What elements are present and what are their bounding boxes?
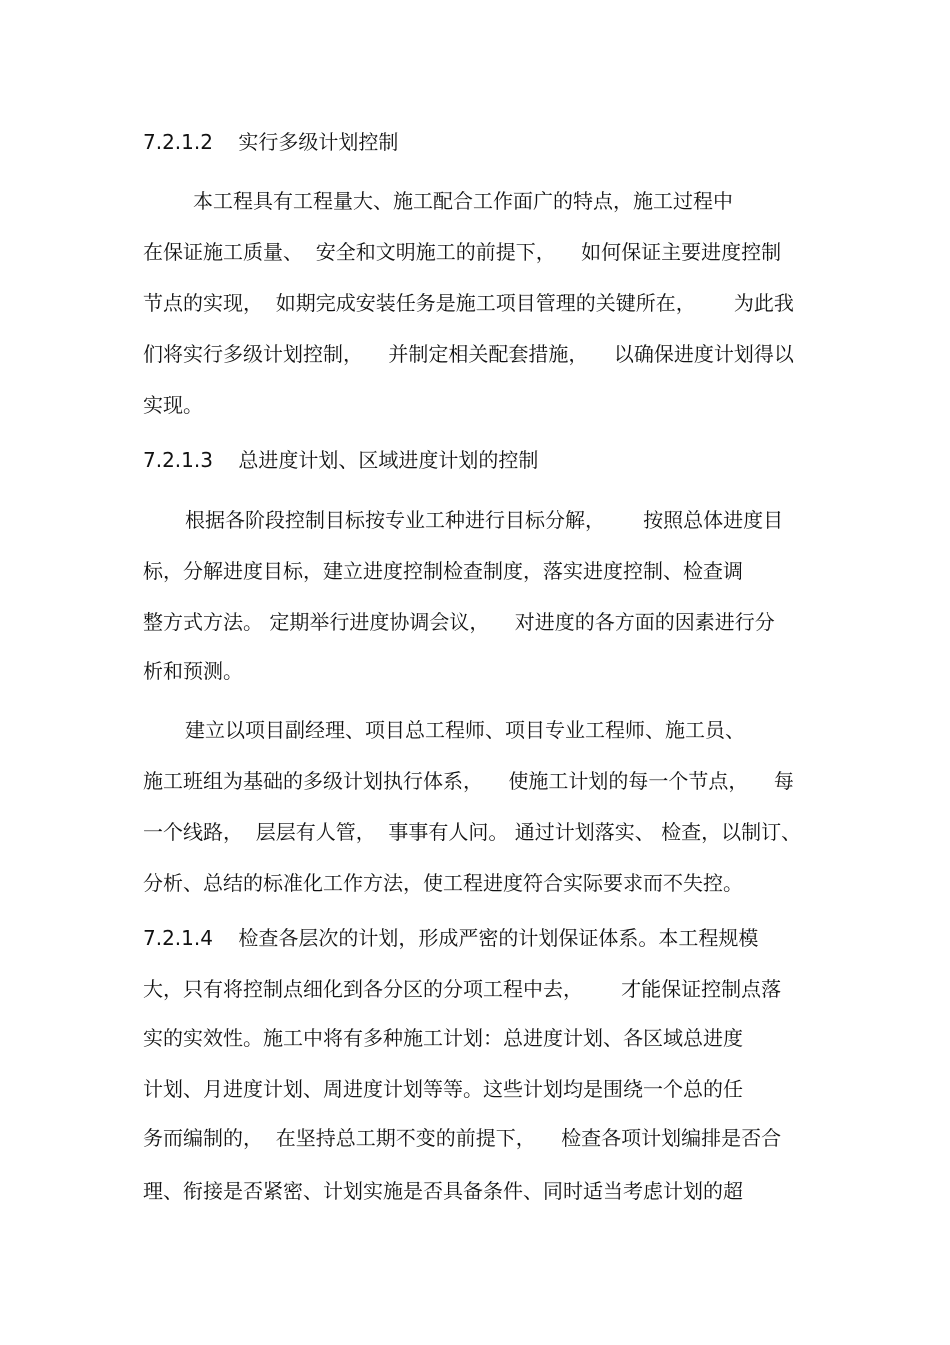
paragraph-line: 标，分解进度目标，建立进度控制检查制度，落实进度控制、检查调 — [143, 559, 743, 583]
paragraph-line: 实现。 — [143, 393, 203, 417]
section-heading-7-2-1-3: 7.2.1.3 总进度计划、区域进度计划的控制 — [143, 448, 539, 472]
paragraph-line: 一个线路， 层层有人管， 事事有人问。 通过计划落实、 检查，以制订、 — [143, 820, 802, 844]
paragraph-line: 分析、总结的标准化工作方法，使工程进度符合实际要求而不失控。 — [143, 871, 743, 895]
paragraph-line: 务而编制的， 在坚持总工期不变的前提下， 检查各项计划编排是否合 — [143, 1126, 782, 1150]
paragraph-line: 施工班组为基础的多级计划执行体系， 使施工计划的每一个节点， 每 — [143, 769, 794, 793]
paragraph-line: 本工程具有工程量大、施工配合工作面广的特点，施工过程中 — [193, 189, 733, 213]
paragraph-line: 节点的实现， 如期完成安装任务是施工项目管理的关键所在， 为此我 — [143, 291, 794, 315]
paragraph-line: 计划、月进度计划、周进度计划等等。这些计划均是围绕一个总的任 — [143, 1077, 743, 1101]
paragraph-line: 根据各阶段控制目标按专业工种进行目标分解， 按照总体进度目 — [185, 508, 784, 532]
paragraph-line: 们将实行多级计划控制， 并制定相关配套措施， 以确保进度计划得以 — [143, 342, 794, 366]
paragraph-line: 析和预测。 — [143, 659, 243, 683]
paragraph-line: 理、衔接是否紧密、计划实施是否具备条件、同时适当考虑计划的超 — [143, 1179, 743, 1203]
paragraph-line: 建立以项目副经理、项目总工程师、项目专业工程师、施工员、 — [185, 718, 745, 742]
paragraph-line: 大，只有将控制点细化到各分区的分项工程中去， 才能保证控制点落 — [143, 977, 782, 1001]
section-heading-7-2-1-2: 7.2.1.2 实行多级计划控制 — [143, 130, 399, 154]
paragraph-line: 整方式方法。 定期举行进度协调会议， 对进度的各方面的因素进行分 — [143, 610, 775, 634]
paragraph-line: 实的实效性。施工中将有多种施工计划：总进度计划、各区域总进度 — [143, 1026, 743, 1050]
section-heading-7-2-1-4: 7.2.1.4 检查各层次的计划，形成严密的计划保证体系。本工程规模 — [143, 926, 759, 950]
paragraph-line: 在保证施工质量、 安全和文明施工的前提下， 如何保证主要进度控制 — [143, 240, 782, 264]
